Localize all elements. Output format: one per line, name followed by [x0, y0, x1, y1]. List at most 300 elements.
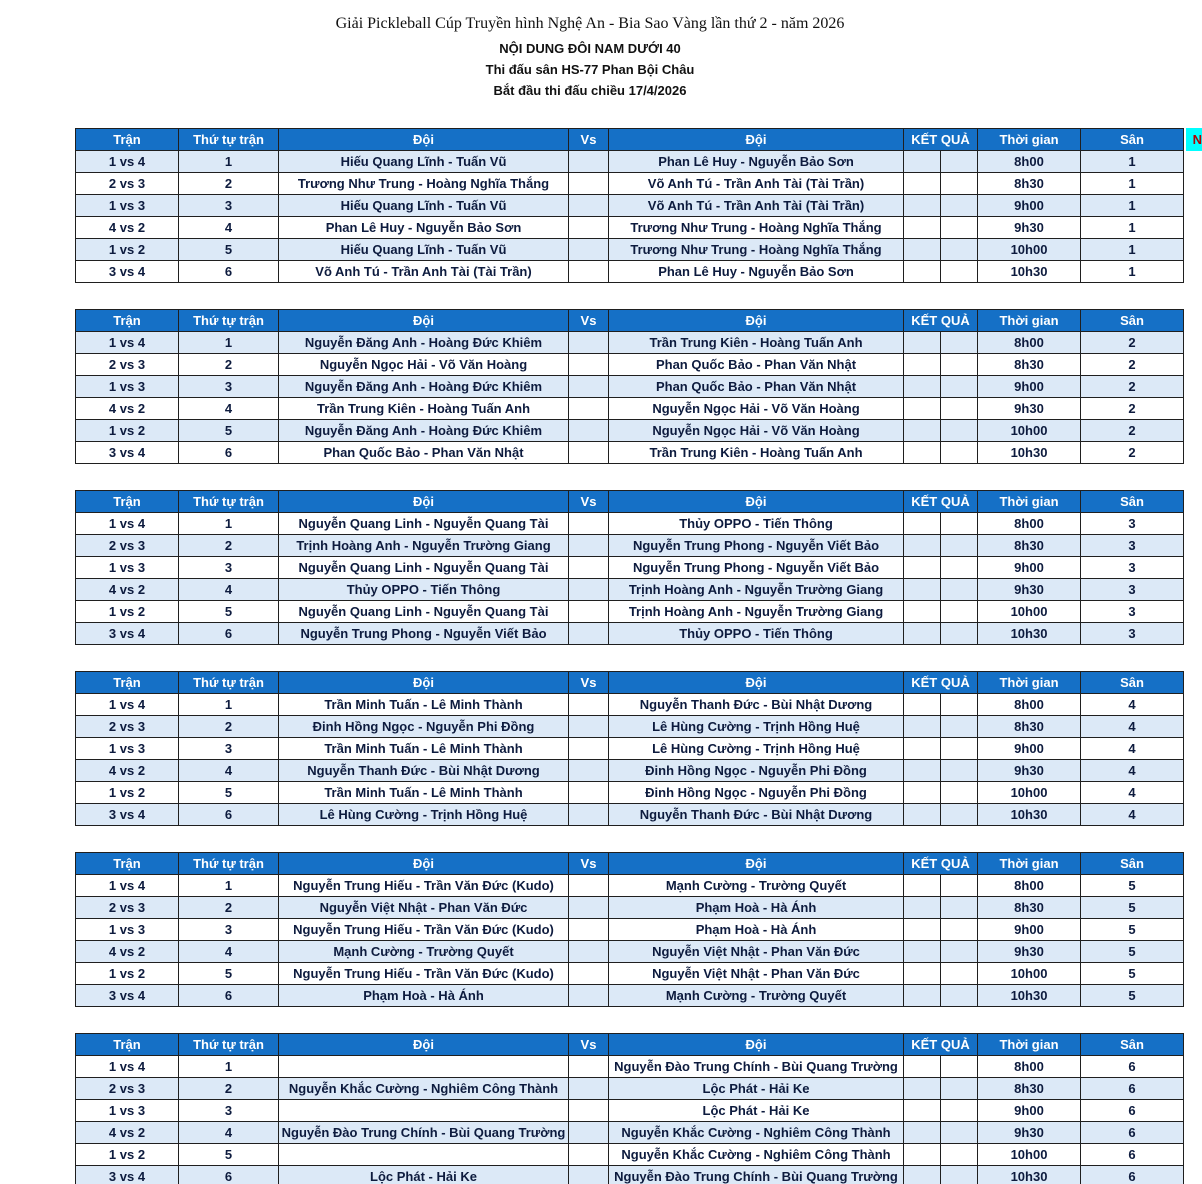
result-b-cell	[941, 579, 978, 601]
match-row	[76, 579, 1184, 601]
team-a-cell: Trần Minh Tuấn - Lê Minh Thành	[279, 694, 569, 716]
match-order-cell: 6	[179, 1166, 279, 1184]
match-order-cell: 2	[179, 535, 279, 557]
team-a-cell: Nguyễn Trung Hiếu - Trần Văn Đức (Kudo)	[279, 875, 569, 897]
vs-cell	[569, 1056, 609, 1078]
result-a-cell	[904, 1078, 941, 1100]
result-b-cell	[941, 1056, 978, 1078]
match-pairing-cell: 2 vs 3	[76, 716, 179, 738]
match-order-cell: 2	[179, 1078, 279, 1100]
order-column-header: Thứ tự trận	[179, 672, 279, 694]
result-a-cell	[904, 173, 941, 195]
match-row	[76, 420, 1184, 442]
vs-column-header: Vs	[569, 491, 609, 513]
result-b-cell	[941, 985, 978, 1007]
result-a-cell	[904, 557, 941, 579]
court-cell: 1	[1081, 239, 1184, 261]
match-order-cell: 6	[179, 261, 279, 283]
result-a-cell	[904, 151, 941, 173]
team-a-cell	[279, 1056, 569, 1078]
team-b-column-header: Đội	[609, 129, 904, 151]
match-pairing-cell: 1 vs 4	[76, 513, 179, 535]
match-pairing-cell: 1 vs 2	[76, 782, 179, 804]
match-pairing-cell: 1 vs 3	[76, 195, 179, 217]
team-b-cell: Trần Trung Kiên - Hoàng Tuấn Anh	[609, 442, 904, 464]
team-a-cell: Trần Minh Tuấn - Lê Minh Thành	[279, 738, 569, 760]
match-pairing-cell: 2 vs 3	[76, 173, 179, 195]
match-pairing-cell: 3 vs 4	[76, 623, 179, 645]
court-cell: 3	[1081, 623, 1184, 645]
result-b-cell	[941, 804, 978, 826]
team-a-cell: Nguyễn Đăng Anh - Hoàng Đức Khiêm	[279, 376, 569, 398]
court-cell: 2	[1081, 332, 1184, 354]
match-pairing-cell: 1 vs 3	[76, 738, 179, 760]
result-b-cell	[941, 557, 978, 579]
court-cell: 6	[1081, 1144, 1184, 1166]
vs-cell	[569, 804, 609, 826]
team-b-cell: Đinh Hồng Ngọc - Nguyễn Phi Đồng	[609, 782, 904, 804]
vs-cell	[569, 985, 609, 1007]
match-pairing-cell: 3 vs 4	[76, 442, 179, 464]
match-row	[76, 217, 1184, 239]
match-order-cell: 4	[179, 760, 279, 782]
result-b-cell	[941, 694, 978, 716]
match-row	[76, 804, 1184, 826]
match-row	[76, 398, 1184, 420]
time-cell: 8h00	[978, 875, 1081, 897]
result-column-header: KẾT QUẢ	[904, 310, 978, 332]
team-b-cell: Nguyễn Đào Trung Chính - Bùi Quang Trường	[609, 1056, 904, 1078]
team-b-cell: Thủy OPPO - Tiến Thông	[609, 513, 904, 535]
result-b-cell	[941, 442, 978, 464]
time-cell: 10h00	[978, 420, 1081, 442]
match-column-header: Trận	[76, 1034, 179, 1056]
match-row	[76, 1056, 1184, 1078]
result-b-cell	[941, 601, 978, 623]
team-b-cell: Đinh Hồng Ngọc - Nguyễn Phi Đồng	[609, 760, 904, 782]
time-column-header: Thời gian	[978, 672, 1081, 694]
result-a-cell	[904, 398, 941, 420]
vs-cell	[569, 963, 609, 985]
match-row	[76, 985, 1184, 1007]
header-row	[76, 672, 1184, 694]
vs-cell	[569, 173, 609, 195]
team-a-column-header: Đội	[279, 129, 569, 151]
team-a-cell: Nguyễn Đăng Anh - Hoàng Đức Khiêm	[279, 332, 569, 354]
time-column-header: Thời gian	[978, 310, 1081, 332]
match-pairing-cell: 4 vs 2	[76, 760, 179, 782]
time-cell: 9h30	[978, 579, 1081, 601]
court-cell: 2	[1081, 442, 1184, 464]
match-order-cell: 3	[179, 738, 279, 760]
result-b-cell	[941, 716, 978, 738]
team-a-cell: Trần Minh Tuấn - Lê Minh Thành	[279, 782, 569, 804]
team-b-cell: Trương Như Trung - Hoàng Nghĩa Thắng	[609, 217, 904, 239]
time-cell: 9h00	[978, 1100, 1081, 1122]
result-a-cell	[904, 804, 941, 826]
vs-column-header: Vs	[569, 853, 609, 875]
team-a-cell: Võ Anh Tú - Trần Anh Tài (Tài Trần)	[279, 261, 569, 283]
match-pairing-cell: 2 vs 3	[76, 897, 179, 919]
match-pairing-cell: 1 vs 4	[76, 1056, 179, 1078]
match-pairing-cell: 1 vs 4	[76, 332, 179, 354]
team-b-column-header: Đội	[609, 491, 904, 513]
schedule-table-court-5	[75, 852, 1184, 1007]
match-row	[76, 1078, 1184, 1100]
team-b-cell: Trần Trung Kiên - Hoàng Tuấn Anh	[609, 332, 904, 354]
match-row	[76, 782, 1184, 804]
result-b-cell	[941, 239, 978, 261]
result-a-cell	[904, 1122, 941, 1144]
team-b-cell: Lộc Phát - Hải Ke	[609, 1078, 904, 1100]
vs-cell	[569, 442, 609, 464]
order-column-header: Thứ tự trận	[179, 1034, 279, 1056]
court-cell: 6	[1081, 1122, 1184, 1144]
vs-cell	[569, 557, 609, 579]
result-a-cell	[904, 919, 941, 941]
match-pairing-cell: 1 vs 2	[76, 601, 179, 623]
order-column-header: Thứ tự trận	[179, 310, 279, 332]
time-cell: 9h30	[978, 1122, 1081, 1144]
court-cell: 5	[1081, 897, 1184, 919]
result-b-cell	[941, 782, 978, 804]
team-b-cell: Nguyễn Ngọc Hải - Võ Văn Hoàng	[609, 420, 904, 442]
vs-cell	[569, 1100, 609, 1122]
match-order-cell: 5	[179, 963, 279, 985]
match-pairing-cell: 1 vs 2	[76, 239, 179, 261]
court-cell: 5	[1081, 985, 1184, 1007]
time-cell: 10h00	[978, 239, 1081, 261]
team-b-column-header: Đội	[609, 1034, 904, 1056]
match-column-header: Trận	[76, 853, 179, 875]
team-b-cell: Nguyễn Thanh Đức - Bùi Nhật Dương	[609, 694, 904, 716]
vs-cell	[569, 420, 609, 442]
match-row	[76, 354, 1184, 376]
court-cell: 2	[1081, 376, 1184, 398]
time-cell: 8h30	[978, 354, 1081, 376]
time-cell: 9h00	[978, 738, 1081, 760]
result-a-cell	[904, 1166, 941, 1184]
match-row	[76, 919, 1184, 941]
match-pairing-cell: 4 vs 2	[76, 217, 179, 239]
result-a-cell	[904, 239, 941, 261]
result-a-cell	[904, 985, 941, 1007]
result-b-cell	[941, 217, 978, 239]
team-a-cell: Nguyễn Thanh Đức - Bùi Nhật Dương	[279, 760, 569, 782]
court-column-header: Sân	[1081, 491, 1184, 513]
team-b-cell: Phạm Hoà - Hà Ánh	[609, 919, 904, 941]
schedule-table-court-6	[75, 1033, 1184, 1184]
schedule-tables	[75, 128, 1183, 1184]
match-order-cell: 6	[179, 442, 279, 464]
match-pairing-cell: 4 vs 2	[76, 398, 179, 420]
result-b-cell	[941, 897, 978, 919]
match-order-cell: 3	[179, 1100, 279, 1122]
vs-cell	[569, 716, 609, 738]
team-a-cell: Hiếu Quang Lĩnh - Tuấn Vũ	[279, 151, 569, 173]
time-cell: 8h30	[978, 716, 1081, 738]
time-cell: 9h00	[978, 557, 1081, 579]
court-column-header: Sân	[1081, 1034, 1184, 1056]
team-a-cell: Nguyễn Đào Trung Chính - Bùi Quang Trường	[279, 1122, 569, 1144]
order-column-header: Thứ tự trận	[179, 853, 279, 875]
result-a-cell	[904, 535, 941, 557]
match-order-cell: 1	[179, 875, 279, 897]
result-b-cell	[941, 332, 978, 354]
time-cell: 10h00	[978, 601, 1081, 623]
vs-cell	[569, 398, 609, 420]
match-pairing-cell: 1 vs 3	[76, 919, 179, 941]
team-b-cell: Trịnh Hoàng Anh - Nguyễn Trường Giang	[609, 601, 904, 623]
result-a-cell	[904, 579, 941, 601]
court-cell: 3	[1081, 513, 1184, 535]
court-cell: 6	[1081, 1056, 1184, 1078]
vs-cell	[569, 1122, 609, 1144]
match-pairing-cell: 2 vs 3	[76, 354, 179, 376]
team-b-cell: Trương Như Trung - Hoàng Nghĩa Thắng	[609, 239, 904, 261]
court-cell: 6	[1081, 1100, 1184, 1122]
team-b-cell: Phạm Hoà - Hà Ánh	[609, 897, 904, 919]
match-row	[76, 601, 1184, 623]
result-b-cell	[941, 535, 978, 557]
court-cell: 1	[1081, 151, 1184, 173]
team-b-cell: Nguyễn Việt Nhật - Phan Văn Đức	[609, 941, 904, 963]
match-row	[76, 963, 1184, 985]
vs-cell	[569, 354, 609, 376]
result-a-cell	[904, 760, 941, 782]
vs-cell	[569, 919, 609, 941]
result-a-cell	[904, 738, 941, 760]
team-b-column-header: Đội	[609, 310, 904, 332]
team-a-cell: Nguyễn Ngọc Hải - Võ Văn Hoàng	[279, 354, 569, 376]
match-pairing-cell: 1 vs 3	[76, 1100, 179, 1122]
match-order-cell: 2	[179, 716, 279, 738]
court-cell: 3	[1081, 535, 1184, 557]
schedule-table-court-3	[75, 490, 1184, 645]
match-row	[76, 513, 1184, 535]
team-b-cell: Nguyễn Trung Phong - Nguyễn Viết Bảo	[609, 557, 904, 579]
time-cell: 8h30	[978, 173, 1081, 195]
result-column-header: KẾT QUẢ	[904, 853, 978, 875]
match-order-cell: 6	[179, 623, 279, 645]
match-row	[76, 1122, 1184, 1144]
match-row	[76, 941, 1184, 963]
match-order-cell: 1	[179, 1056, 279, 1078]
match-row	[76, 376, 1184, 398]
vs-cell	[569, 1078, 609, 1100]
team-b-cell: Phan Lê Huy - Nguyễn Bảo Sơn	[609, 261, 904, 283]
match-pairing-cell: 1 vs 4	[76, 694, 179, 716]
court-cell: 5	[1081, 875, 1184, 897]
result-a-cell	[904, 217, 941, 239]
match-row	[76, 442, 1184, 464]
team-b-cell: Nguyễn Khắc Cường - Nghiêm Công Thành	[609, 1144, 904, 1166]
court-cell: 6	[1081, 1078, 1184, 1100]
vs-cell	[569, 376, 609, 398]
result-b-cell	[941, 760, 978, 782]
court-cell: 4	[1081, 782, 1184, 804]
court-cell: 1	[1081, 217, 1184, 239]
court-cell: 2	[1081, 354, 1184, 376]
team-a-cell: Nguyễn Trung Hiếu - Trần Văn Đức (Kudo)	[279, 963, 569, 985]
match-pairing-cell: 4 vs 2	[76, 579, 179, 601]
vs-cell	[569, 261, 609, 283]
vs-cell	[569, 694, 609, 716]
court-cell: 1	[1081, 261, 1184, 283]
court-cell: 6	[1081, 1166, 1184, 1184]
match-order-cell: 4	[179, 1122, 279, 1144]
team-a-cell: Nguyễn Quang Linh - Nguyễn Quang Tài	[279, 557, 569, 579]
team-b-cell: Lê Hùng Cường - Trịnh Hồng Huệ	[609, 738, 904, 760]
team-a-cell: Phan Lê Huy - Nguyễn Bảo Sơn	[279, 217, 569, 239]
match-pairing-cell: 1 vs 3	[76, 557, 179, 579]
result-a-cell	[904, 420, 941, 442]
order-column-header: Thứ tự trận	[179, 129, 279, 151]
team-a-cell: Trương Như Trung - Hoàng Nghĩa Thắng	[279, 173, 569, 195]
result-b-cell	[941, 1078, 978, 1100]
match-pairing-cell: 1 vs 2	[76, 1144, 179, 1166]
header-row	[76, 1034, 1184, 1056]
match-row	[76, 173, 1184, 195]
result-b-cell	[941, 963, 978, 985]
team-b-cell: Nguyễn Trung Phong - Nguyễn Viết Bảo	[609, 535, 904, 557]
vs-cell	[569, 738, 609, 760]
start-date-subtitle: Bắt đầu thi đấu chiều 17/4/2026	[493, 83, 687, 98]
time-cell: 8h00	[978, 694, 1081, 716]
result-a-cell	[904, 897, 941, 919]
header-row	[76, 853, 1184, 875]
match-pairing-cell: 1 vs 2	[76, 963, 179, 985]
match-row	[76, 1166, 1184, 1184]
match-order-cell: 3	[179, 195, 279, 217]
schedule-table-court-4	[75, 671, 1184, 826]
match-row	[76, 151, 1184, 173]
court-column-header: Sân	[1081, 129, 1184, 151]
time-cell: 9h30	[978, 217, 1081, 239]
time-cell: 10h00	[978, 1144, 1081, 1166]
tournament-title: Giải Pickleball Cúp Truyền hình Nghệ An - Bia Sao Vàng lần thứ 2 - năm 2026	[335, 15, 845, 32]
title-block	[0, 15, 1180, 101]
match-order-cell: 1	[179, 694, 279, 716]
header-row	[76, 129, 1184, 151]
time-column-header: Thời gian	[978, 1034, 1081, 1056]
team-b-cell: Nguyễn Khắc Cường - Nghiêm Công Thành	[609, 1122, 904, 1144]
time-cell: 8h00	[978, 513, 1081, 535]
vs-cell	[569, 782, 609, 804]
court-cell: 2	[1081, 420, 1184, 442]
court-cell: 2	[1081, 398, 1184, 420]
schedule-table-court-1	[75, 128, 1184, 283]
team-a-cell: Phan Quốc Bảo - Phan Văn Nhật	[279, 442, 569, 464]
match-row	[76, 261, 1184, 283]
match-order-cell: 5	[179, 239, 279, 261]
match-pairing-cell: 2 vs 3	[76, 535, 179, 557]
result-a-cell	[904, 875, 941, 897]
result-a-cell	[904, 354, 941, 376]
result-a-cell	[904, 195, 941, 217]
team-a-column-header: Đội	[279, 310, 569, 332]
time-column-header: Thời gian	[978, 853, 1081, 875]
order-column-header: Thứ tự trận	[179, 491, 279, 513]
court-cell: 4	[1081, 804, 1184, 826]
time-cell: 10h30	[978, 1166, 1081, 1184]
match-order-cell: 1	[179, 513, 279, 535]
match-row	[76, 760, 1184, 782]
team-a-cell	[279, 1144, 569, 1166]
vs-cell	[569, 239, 609, 261]
match-pairing-cell: 3 vs 4	[76, 985, 179, 1007]
vs-column-header: Vs	[569, 1034, 609, 1056]
team-a-cell: Nguyễn Quang Linh - Nguyễn Quang Tài	[279, 601, 569, 623]
result-a-cell	[904, 941, 941, 963]
time-cell: 10h00	[978, 782, 1081, 804]
match-pairing-cell: 3 vs 4	[76, 1166, 179, 1184]
court-column-header: Sân	[1081, 853, 1184, 875]
time-cell: 8h00	[978, 1056, 1081, 1078]
time-cell: 9h30	[978, 398, 1081, 420]
match-pairing-cell: 1 vs 4	[76, 875, 179, 897]
result-b-cell	[941, 195, 978, 217]
team-a-cell: Phạm Hoà - Hà Ánh	[279, 985, 569, 1007]
result-a-cell	[904, 1144, 941, 1166]
match-row	[76, 332, 1184, 354]
result-b-cell	[941, 420, 978, 442]
team-b-cell: Thủy OPPO - Tiến Thông	[609, 623, 904, 645]
court-cell: 1	[1081, 195, 1184, 217]
vs-cell	[569, 1166, 609, 1184]
team-a-cell: Nguyễn Trung Phong - Nguyễn Viết Bảo	[279, 623, 569, 645]
time-column-header: Thời gian	[978, 491, 1081, 513]
match-order-cell: 5	[179, 1144, 279, 1166]
time-cell: 10h30	[978, 261, 1081, 283]
team-a-cell: Lộc Phát - Hải Ke	[279, 1166, 569, 1184]
result-b-cell	[941, 623, 978, 645]
vs-cell	[569, 535, 609, 557]
match-column-header: Trận	[76, 129, 179, 151]
result-b-cell	[941, 398, 978, 420]
time-cell: 9h00	[978, 376, 1081, 398]
match-row	[76, 535, 1184, 557]
team-b-column-header: Đội	[609, 853, 904, 875]
result-b-cell	[941, 1122, 978, 1144]
match-order-cell: 1	[179, 151, 279, 173]
time-cell: 10h30	[978, 623, 1081, 645]
time-cell: 8h00	[978, 151, 1081, 173]
vs-column-header: Vs	[569, 672, 609, 694]
vs-cell	[569, 875, 609, 897]
header-row	[76, 491, 1184, 513]
result-b-cell	[941, 173, 978, 195]
match-order-cell: 4	[179, 579, 279, 601]
vs-cell	[569, 623, 609, 645]
match-pairing-cell: 4 vs 2	[76, 941, 179, 963]
result-a-cell	[904, 601, 941, 623]
match-order-cell: 3	[179, 919, 279, 941]
team-a-column-header: Đội	[279, 491, 569, 513]
court-cell: 5	[1081, 941, 1184, 963]
result-a-cell	[904, 1056, 941, 1078]
vs-column-header: Vs	[569, 310, 609, 332]
event-subtitle: NỘI DUNG ĐÔI NAM DƯỚI 40	[499, 41, 681, 56]
match-row	[76, 897, 1184, 919]
vs-cell	[569, 1144, 609, 1166]
match-pairing-cell: 1 vs 2	[76, 420, 179, 442]
court-cell: 5	[1081, 963, 1184, 985]
team-a-cell: Lê Hùng Cường - Trịnh Hồng Huệ	[279, 804, 569, 826]
match-order-cell: 4	[179, 217, 279, 239]
result-a-cell	[904, 782, 941, 804]
court-cell: 4	[1081, 760, 1184, 782]
